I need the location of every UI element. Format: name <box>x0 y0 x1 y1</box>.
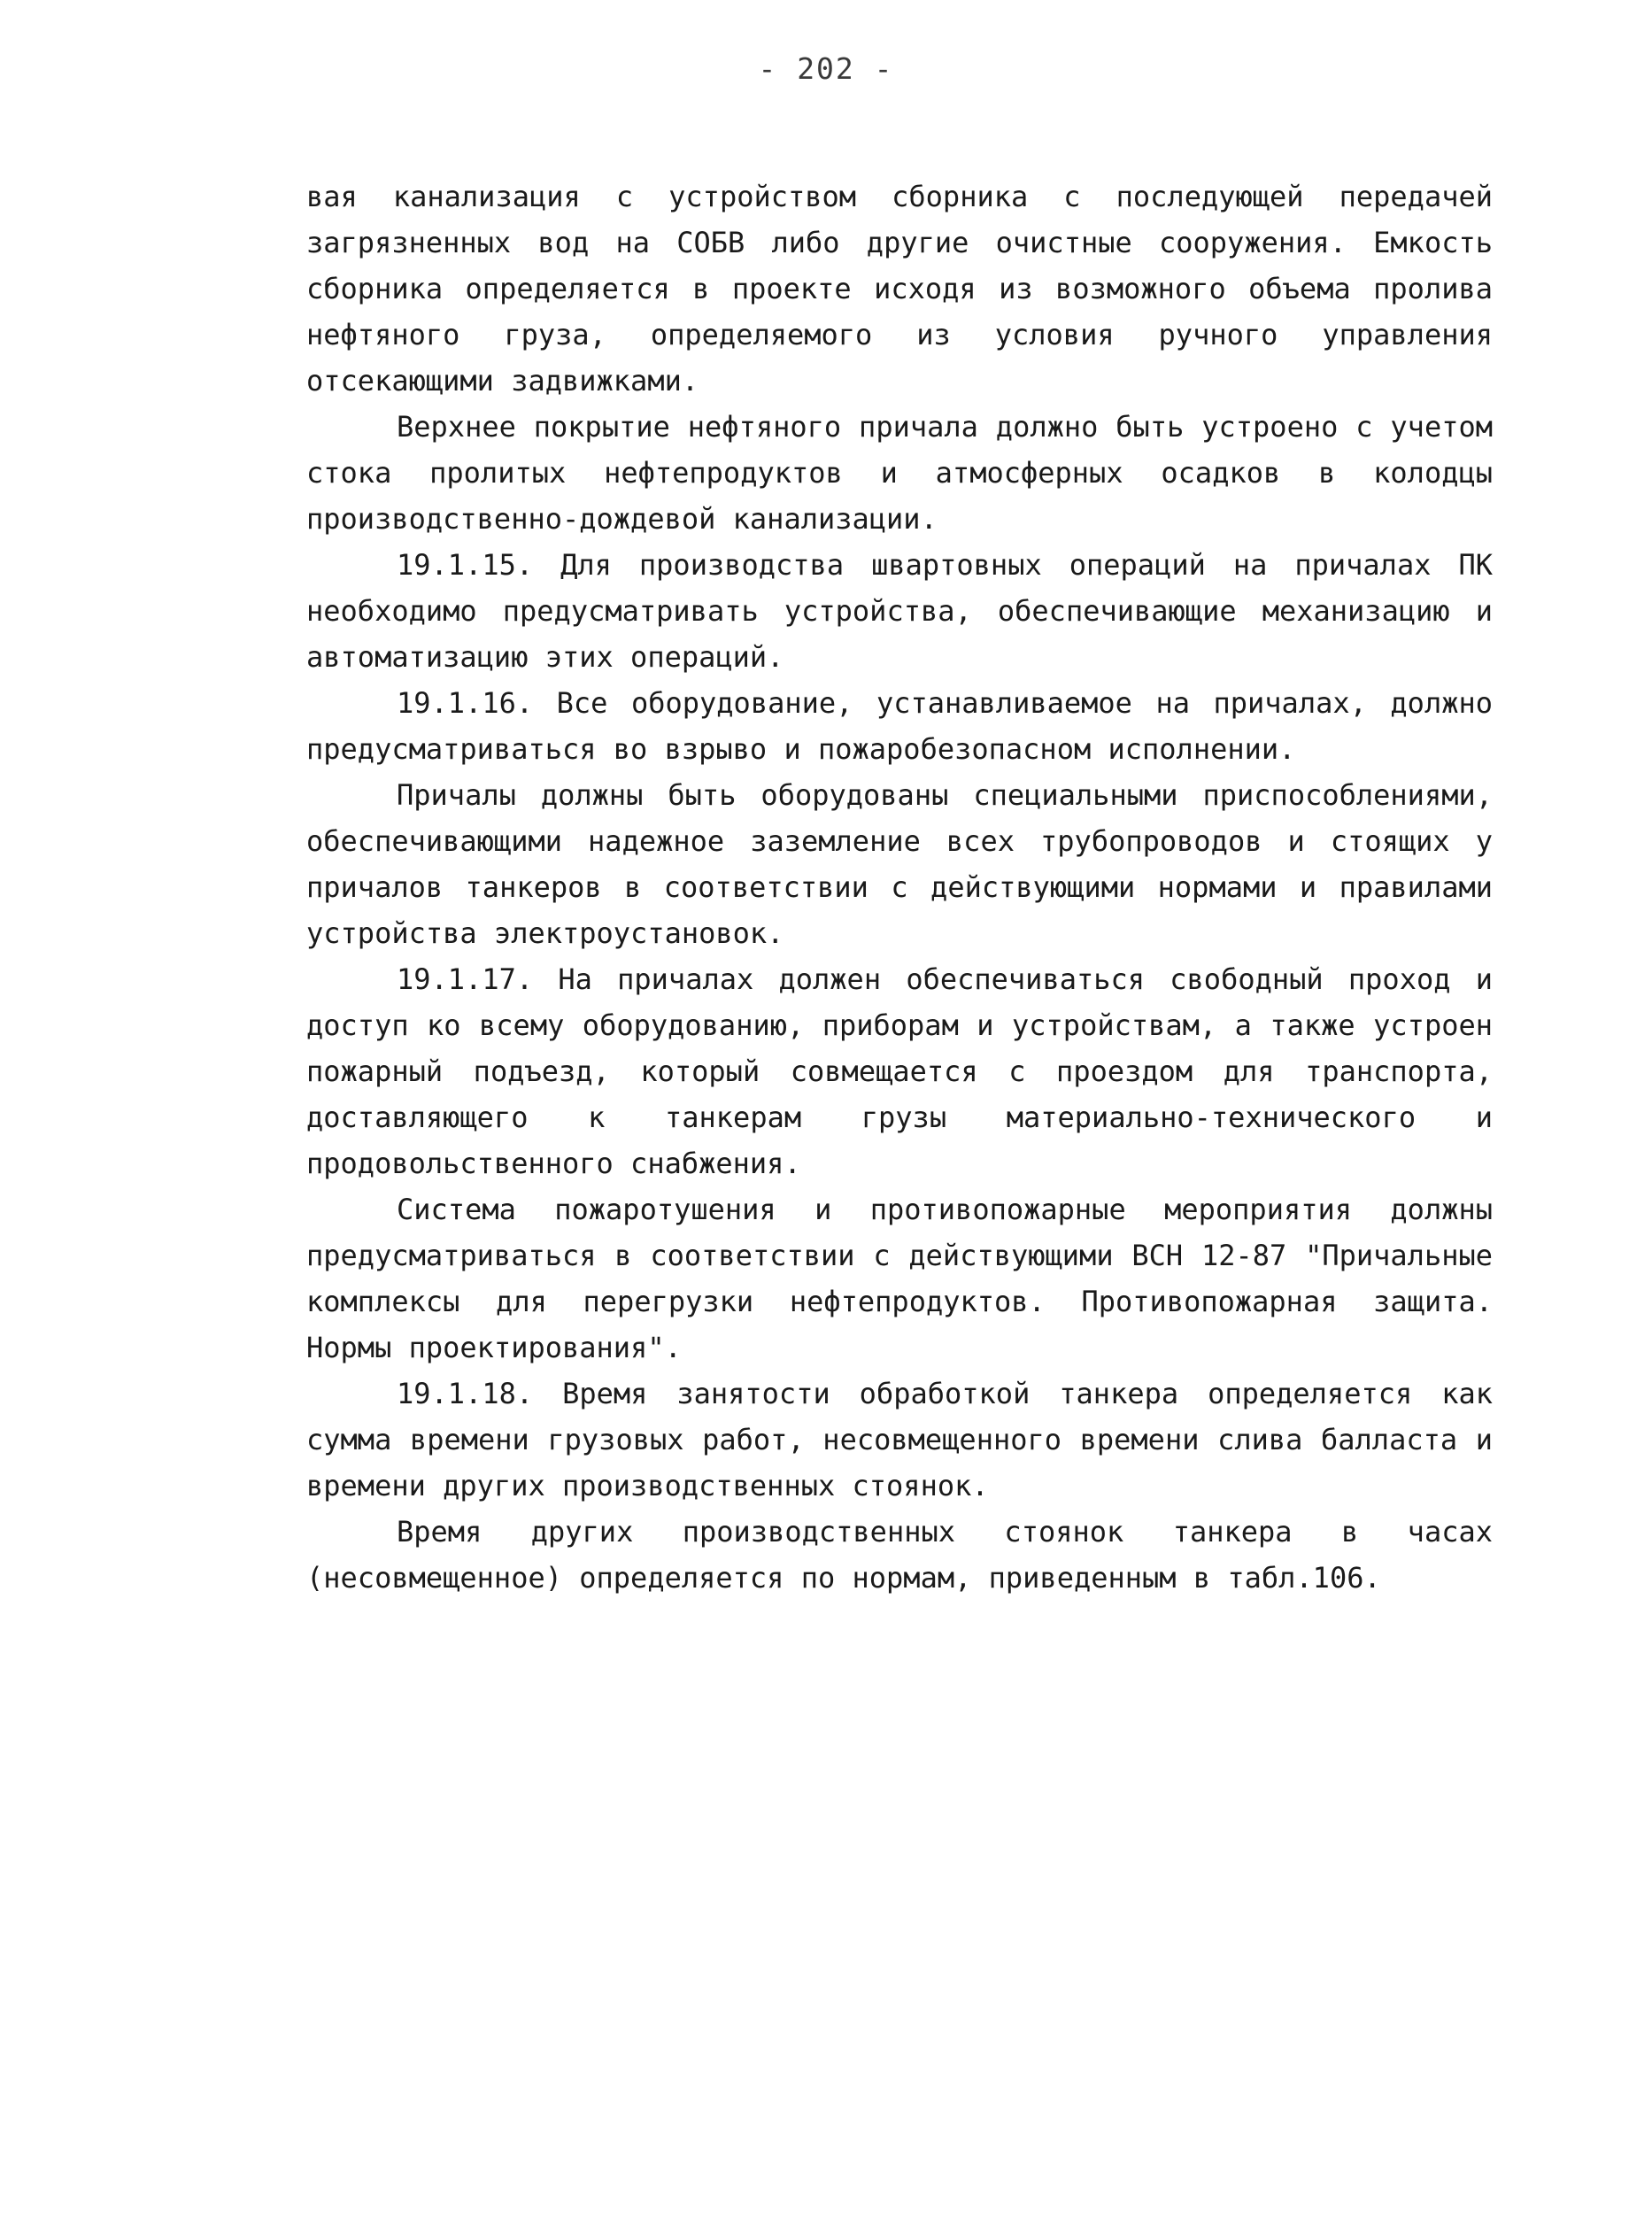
paragraph-section-19-1-17: 19.1.17. На причалах должен обеспечиваться свободный проход и доступ ко всему оборудованию, приборам и устройствам, а также устроен пожарный подъезд, который совмещается с проездом для транспорта, доставляющего к танкерам грузы материально-технического и продовольственного снабжения. <box>306 962 1493 1180</box>
paragraph: Причалы должны быть оборудованы специальными приспособлениями, обеспечивающими надежное заземление всех трубопроводов и стоящих у причалов танкеров в соответствии с действующими нормами и правилами устройства электроустановок. <box>306 778 1493 950</box>
paragraph: Верхнее покрытие нефтяного причала должно быть устроено с учетом стока пролитых нефтепродуктов и атмосферных осадков в колодцы производственно-дождевой канализации. <box>306 410 1493 536</box>
paragraph-section-19-1-18: 19.1.18. Время занятости обработкой танкера определяется как сумма времени грузовых работ, несовмещенного времени слива балласта и времени других производственных стоянок. <box>306 1377 1493 1502</box>
paragraph: Система пожаротушения и противопожарные мероприятия должны предусматриваться в соответствии с действующими ВСН 12-87 "Причальные комплексы для перегрузки нефтепродуктов. Противопожарная защита. Нормы проектирования". <box>306 1193 1493 1364</box>
page-number: - 202 - <box>758 51 894 86</box>
paragraph: Время других производственных стоянок танкера в часах (несовмещенное) определяется по нормам, приведенным в табл.106. <box>306 1515 1493 1595</box>
body-text <box>306 174 1493 1601</box>
paragraph-section-19-1-15: 19.1.15. Для производства швартовных операций на причалах ПК необходимо предусматривать устройства, обеспечивающие механизацию и автоматизацию этих операций. <box>306 548 1493 674</box>
paragraph-section-19-1-16: 19.1.16. Все оборудование, устанавливаемое на причалах, должно предусматриваться во взрыво и пожаробезопасном исполнении. <box>306 686 1493 766</box>
paragraph: вая канализация с устройством сборника с последующей передачей загрязненных вод на СОБВ либо другие очистные сооружения. Емкость сборника определяется в проекте исходя из возможного объема пролива нефтяного груза, определяемого из условия ручного управления отсекающими задвижками. <box>306 180 1493 398</box>
